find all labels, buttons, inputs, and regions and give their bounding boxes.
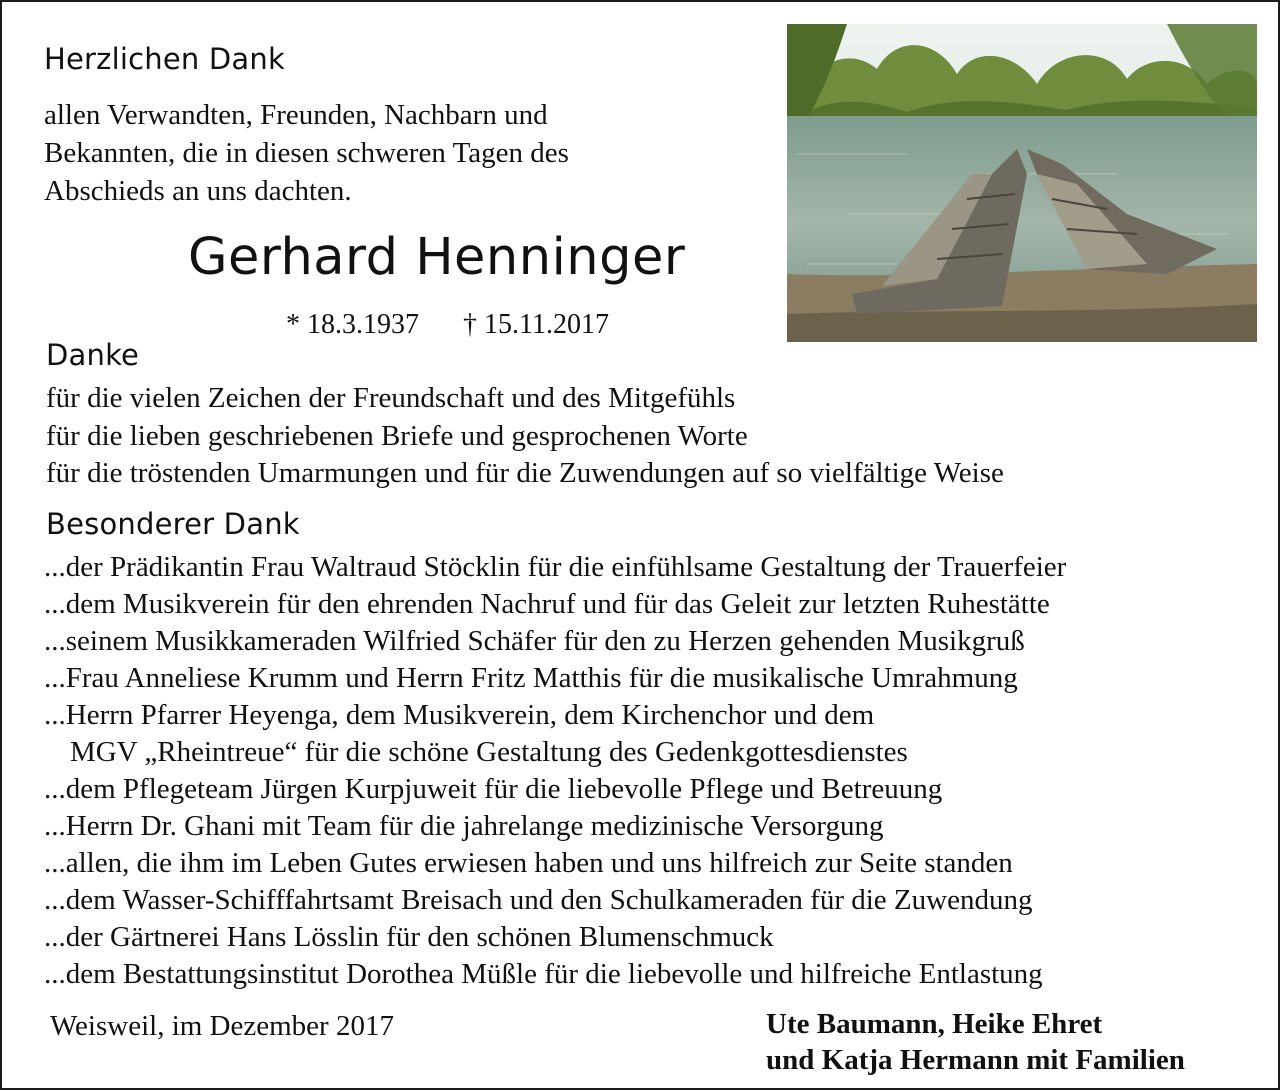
intro-line: Bekannten, die in diesen schweren Tagen des — [44, 137, 569, 169]
signer-line: und Katja Hermann mit Familien — [766, 1044, 1185, 1076]
intro-heading: Herzlichen Dank — [44, 42, 285, 76]
special-line: ...der Prädikantin Frau Waltraud Stöcklin für die einfühlsame Gestaltung der Trauerfeier — [44, 551, 1067, 583]
life-dates — [286, 309, 609, 341]
special-line: ...der Gärtnerei Hans Lösslin für den schönen Blumenschmuck — [44, 921, 774, 953]
special-line: ...dem Wasser-Schifffahrtsamt Breisach und den Schulkameraden für die Zuwendung — [44, 884, 1033, 916]
special-line: ...Frau Anneliese Krumm und Herrn Fritz Matthis für die musikalische Umrahmung — [44, 662, 1018, 694]
thanks-line: für die lieben geschriebenen Briefe und gesprochenen Worte — [46, 420, 748, 452]
thanks-heading: Danke — [46, 338, 140, 372]
death-date: † 15.11.2017 — [463, 309, 609, 340]
special-line: ...dem Bestattungsinstitut Dorothea Müßle für die liebevolle und hilfreiche Entlastung — [44, 958, 1043, 990]
thanks-line: für die vielen Zeichen der Freundschaft und des Mitgefühls — [46, 382, 736, 414]
special-line: ...allen, die ihm im Leben Gutes erwiesen haben und uns hilfreich zur Seite standen — [44, 847, 1013, 879]
deceased-name: Gerhard Henninger — [188, 228, 686, 287]
special-heading: Besonderer Dank — [46, 507, 300, 541]
intro-line: allen Verwandten, Freunden, Nachbarn und — [44, 99, 548, 131]
special-line: ...Herrn Dr. Ghani mit Team für die jahrelange medizinische Versorgung — [44, 810, 884, 842]
intro-line: Abschieds an uns dachten. — [44, 175, 352, 207]
thanks-line: für die tröstenden Umarmungen und für die Zuwendungen auf so vielfältige Weise — [46, 457, 1004, 489]
birth-date: * 18.3.1937 — [286, 309, 419, 340]
lake-boats-photo — [787, 24, 1257, 342]
special-line: ...seinem Musikkameraden Wilfried Schäfer für den zu Herzen gehenden Musikgruß — [44, 625, 1025, 657]
place-date: Weisweil, im Dezember 2017 — [50, 1010, 394, 1042]
special-line: ...dem Pflegeteam Jürgen Kurpjuweit für die liebevolle Pflege und Betreuung — [44, 773, 943, 805]
special-line: ...Herrn Pfarrer Heyenga, dem Musikverein, dem Kirchenchor und dem — [44, 699, 875, 731]
signer-line: Ute Baumann, Heike Ehret — [766, 1008, 1103, 1040]
special-line: MGV „Rheintreue“ für die schöne Gestaltung des Gedenkgottesdienstes — [70, 736, 908, 768]
special-line: ...dem Musikverein für den ehrenden Nachruf und für das Geleit zur letzten Ruhestätte — [44, 588, 1050, 620]
